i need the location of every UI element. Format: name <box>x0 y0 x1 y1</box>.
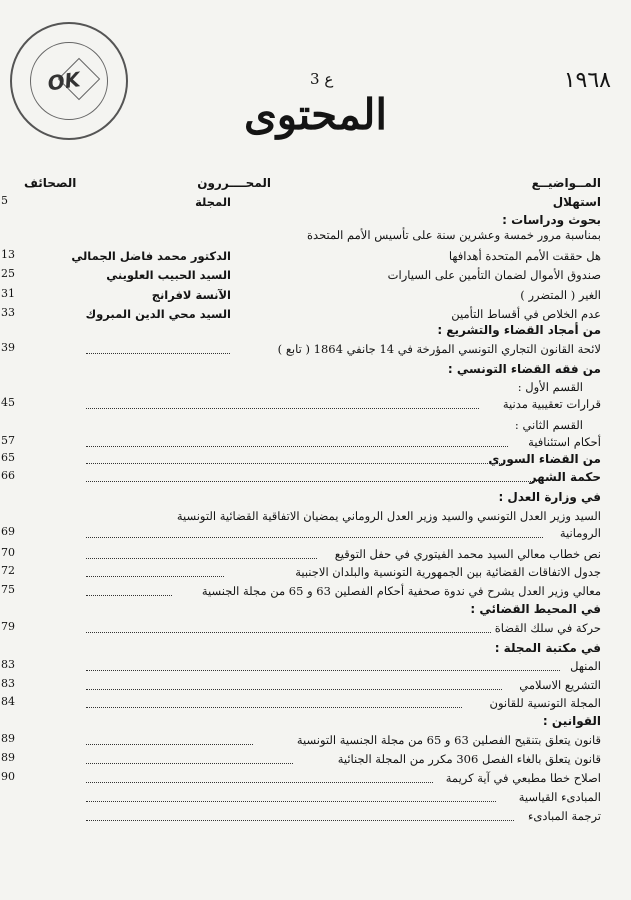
toc-page-number: 83 <box>1 658 15 671</box>
toc-title: حركة في سلك القضاة <box>494 621 601 635</box>
toc-row <box>1 469 601 486</box>
dot-leader <box>86 481 537 482</box>
toc-row <box>26 489 601 506</box>
toc-row <box>8 379 583 396</box>
toc-row <box>26 322 601 339</box>
toc-author: الدكتور محمد فاضل الجمالي <box>71 249 231 263</box>
toc-title: بحوث ودراسات : <box>502 213 601 227</box>
dot-leader <box>86 763 293 764</box>
toc-author: السيد محي الدين المبروك <box>85 307 231 321</box>
toc-page-number: 25 <box>1 267 15 280</box>
dot-leader <box>86 576 224 577</box>
toc-row <box>26 808 601 825</box>
toc-row <box>26 789 601 806</box>
toc-title: من أمجاد القضاء والتشريع : <box>437 323 601 337</box>
toc-row <box>1 583 601 600</box>
toc-row <box>1 677 601 694</box>
toc-page-number: 5 <box>1 194 8 207</box>
toc-row <box>8 417 583 434</box>
toc-title: أحكام استئنافية <box>528 435 601 449</box>
toc-title: عدم الخلاص في أقساط التأمين <box>451 307 601 321</box>
toc-title: المجلة التونسية للقانون <box>489 696 601 710</box>
toc-page-number: 72 <box>1 564 15 577</box>
toc-row <box>1 396 601 413</box>
toc-page-number: 57 <box>1 434 15 447</box>
toc-row <box>26 713 601 730</box>
toc-row <box>1 658 601 675</box>
dot-leader <box>86 463 502 464</box>
toc-page-number: 79 <box>1 620 15 633</box>
toc-row <box>1 267 601 284</box>
toc-row <box>1 306 601 323</box>
toc-row <box>26 508 601 525</box>
toc-row <box>1 194 601 211</box>
toc-author: المجلة <box>195 195 231 209</box>
toc-title: في المحيط القضائي : <box>470 602 601 616</box>
toc-title: السيد وزير العدل التونسي والسيد وزير العدل الروماني يمضيان الاتفاقية القضائية التونسية <box>176 509 601 523</box>
toc-title: نص خطاب معالي السيد محمد الفيتوري في حفل التوقيع <box>334 547 601 561</box>
dot-leader <box>86 820 514 821</box>
toc-row <box>1 546 601 563</box>
toc-page-number: 75 <box>1 583 15 596</box>
toc-row <box>26 601 601 618</box>
dot-leader <box>86 632 491 633</box>
toc-title: من فقه القضاء التونسي : <box>447 362 601 376</box>
toc-row <box>1 341 601 358</box>
toc-page-number: 65 <box>1 451 15 464</box>
toc-row <box>1 695 601 712</box>
toc-row <box>1 620 601 637</box>
dot-leader <box>86 689 502 690</box>
toc-row <box>26 640 601 657</box>
toc-title: القسم الأول : <box>517 380 583 394</box>
column-header-pages: الصحائف <box>24 176 77 190</box>
dot-leader <box>86 707 462 708</box>
toc-title: جدول الاتفاقات القضائية بين الجمهورية التونسية والبلدان الاجنبية <box>295 565 601 579</box>
toc-page-number: 70 <box>1 546 15 559</box>
toc-title: قانون يتعلق بالغاء الفصل 306 مكرر من المجلة الجنائية <box>337 752 601 766</box>
page-number: ١٩٦٨ <box>563 68 611 93</box>
toc-title: التشريع الاسلامي <box>519 678 601 692</box>
toc-page-number: 13 <box>1 248 15 261</box>
toc-row <box>1 248 601 265</box>
toc-title: بمناسبة مرور خمسة وعشرين سنة على تأسيس الأمم المتحدة <box>307 228 601 242</box>
column-header-topics: المــواضيــع <box>531 176 601 190</box>
toc-page-number: 83 <box>1 677 15 690</box>
dot-leader <box>86 537 543 538</box>
toc-title: قرارات تعقيبية مدنية <box>502 397 601 411</box>
toc-title: هل حققت الأمم المتحدة أهدافها <box>448 249 601 263</box>
toc-author: السيد الحبيب العلويني <box>106 268 231 282</box>
dot-leader <box>86 744 253 745</box>
dot-leader <box>86 408 479 409</box>
toc-title: القسم الثاني : <box>514 418 583 432</box>
toc-title: القوانين : <box>542 714 601 728</box>
toc-title: الرومانية <box>559 526 601 540</box>
toc-row <box>1 770 601 787</box>
dot-leader <box>86 558 317 559</box>
dot-leader <box>86 670 560 671</box>
toc-row <box>26 361 601 378</box>
toc-title: من القضاء السوري <box>488 452 601 466</box>
dot-leader <box>86 353 230 354</box>
dot-leader <box>86 595 172 596</box>
volume-marker: ع 3 <box>310 70 334 88</box>
toc-page-number: 84 <box>1 695 15 708</box>
toc-title: معالي وزير العدل يشرح في ندوة صحفية أحكام الفصلين 63 و 65 من مجلة الجنسية <box>201 584 601 598</box>
toc-title: صندوق الأموال لضمان التأمين على السيارات <box>387 268 601 282</box>
toc-page-number: 66 <box>1 469 15 482</box>
toc-row <box>1 751 601 768</box>
toc-title: لائحة القانون التجاري التونسي المؤرخة في 14 جانفي 1864 ( تابع ) <box>277 342 601 356</box>
toc-page-number: 31 <box>1 287 15 300</box>
toc-row <box>1 451 601 468</box>
toc-row <box>1 287 601 304</box>
toc-page-number: 89 <box>1 751 15 764</box>
toc-title: في مكتبة المجلة : <box>494 641 601 655</box>
toc-title: الغير ( المتضرر ) <box>520 288 601 302</box>
column-header-editors: المحــــررون <box>197 176 271 190</box>
stamp-ok-mark: OK <box>46 67 82 96</box>
toc-row <box>26 227 601 244</box>
toc-title: استهلال <box>552 195 601 209</box>
toc-row <box>1 564 601 581</box>
toc-row <box>1 434 601 451</box>
toc-title: حكمة الشهر <box>529 470 601 484</box>
toc-page-number: 69 <box>1 525 15 538</box>
toc-page-number: 45 <box>1 396 15 409</box>
toc-page-number: 90 <box>1 770 15 783</box>
toc-title: ترجمة المبادىء <box>528 809 601 823</box>
page-title: المحتوى <box>243 90 388 139</box>
toc-row <box>1 732 601 749</box>
toc-title: في وزارة العدل : <box>498 490 601 504</box>
toc-page-number: 89 <box>1 732 15 745</box>
toc-title: المبادىء القياسية <box>518 790 601 804</box>
toc-author: الآنسة لافرانج <box>151 288 231 302</box>
toc-page-number: 33 <box>1 306 15 319</box>
dot-leader <box>86 446 508 447</box>
toc-title: قانون يتعلق بتنقيح الفصلين 63 و 65 من مجلة الجنسية التونسية <box>296 733 601 747</box>
dot-leader <box>86 782 433 783</box>
toc-title: المنهل <box>570 659 601 673</box>
toc-page-number: 39 <box>1 341 15 354</box>
toc-row <box>1 525 601 542</box>
dot-leader <box>86 801 496 802</box>
toc-title: اصلاح خطا مطبعي في آية كريمة <box>445 771 601 785</box>
